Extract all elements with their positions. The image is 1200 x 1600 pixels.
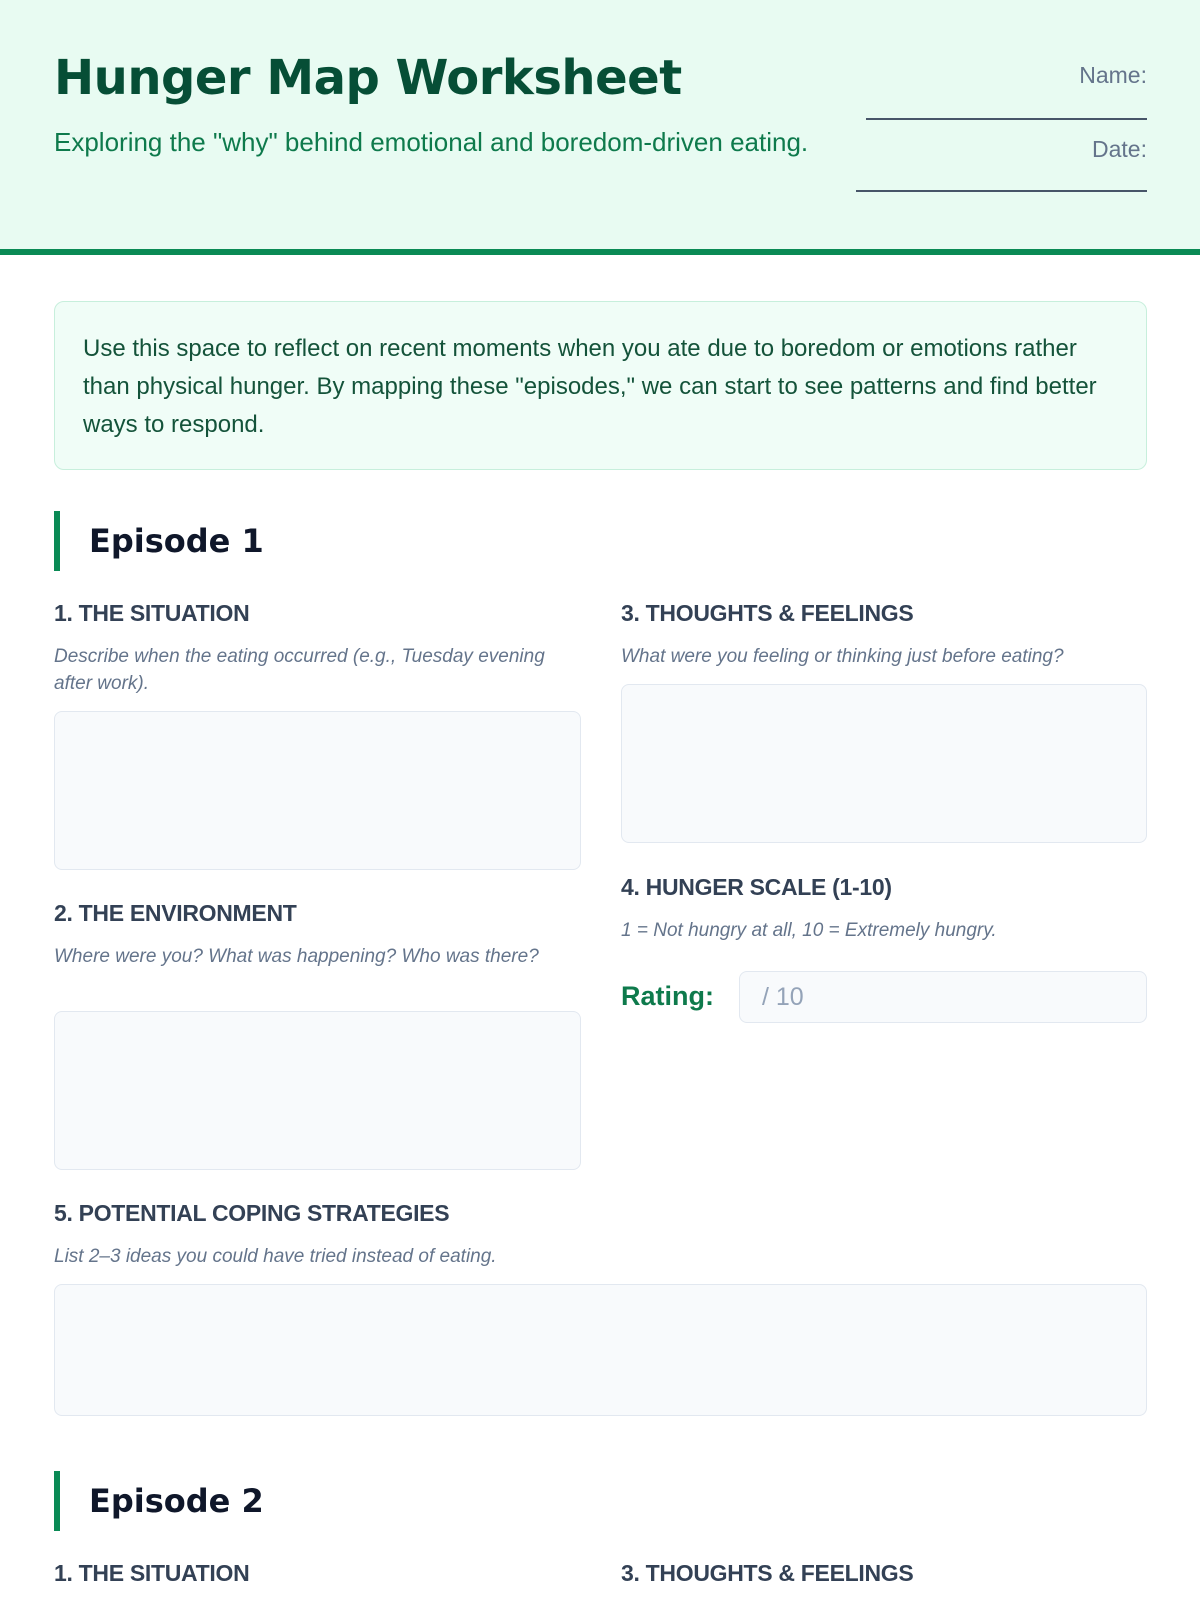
thoughts-title: 3. THOUGHTS & FEELINGS bbox=[621, 1560, 914, 1586]
episode-1-title: Episode 1 bbox=[54, 511, 654, 571]
thoughts-input[interactable] bbox=[621, 684, 1147, 843]
environment-title: 2. THE ENVIRONMENT bbox=[54, 900, 297, 926]
thoughts-title: 3. THOUGHTS & FEELINGS bbox=[621, 600, 914, 626]
coping-hint: List 2–3 ideas you could have tried instead of eating. bbox=[54, 1246, 497, 1267]
intro-box bbox=[54, 301, 1147, 470]
environment-input[interactable] bbox=[54, 1011, 581, 1170]
coping-title: 5. POTENTIAL COPING STRATEGIES bbox=[54, 1200, 450, 1226]
rating-input[interactable]: / 10 bbox=[739, 971, 1147, 1023]
coping-input[interactable] bbox=[54, 1284, 1147, 1416]
situation-title: 1. THE SITUATION bbox=[54, 600, 250, 626]
thoughts-hint: What were you feeling or thinking just before eating? bbox=[621, 646, 1064, 667]
page-title: Hunger Map Worksheet bbox=[54, 50, 682, 106]
name-field[interactable] bbox=[866, 118, 1147, 120]
hunger-scale-hint: 1 = Not hungry at all, 10 = Extremely hungry. bbox=[621, 920, 997, 941]
date-label: Date: bbox=[1092, 136, 1147, 162]
name-label: Name: bbox=[1079, 62, 1147, 88]
situation-title: 1. THE SITUATION bbox=[54, 1560, 250, 1586]
date-field[interactable] bbox=[856, 190, 1147, 192]
intro-text: Use this space to reflect on recent moments when you ate due to boredom or emotions rather than physical hunger. By mapping these "episodes," we can start to see patterns and find better ways to respond. bbox=[83, 335, 1097, 438]
page-subtitle: Exploring the "why" behind emotional and boredom-driven eating. bbox=[54, 127, 809, 157]
environment-hint: Where were you? What was happening? Who was there? bbox=[54, 946, 539, 967]
hunger-scale-title: 4. HUNGER SCALE (1-10) bbox=[621, 874, 892, 900]
rating-label: Rating: bbox=[621, 981, 714, 1011]
episode-2-title: Episode 2 bbox=[54, 1471, 654, 1531]
situation-input[interactable] bbox=[54, 711, 581, 870]
situation-hint: Describe when the eating occurred (e.g., Tuesday evening after work). bbox=[54, 646, 545, 694]
worksheet-header bbox=[0, 0, 1200, 255]
